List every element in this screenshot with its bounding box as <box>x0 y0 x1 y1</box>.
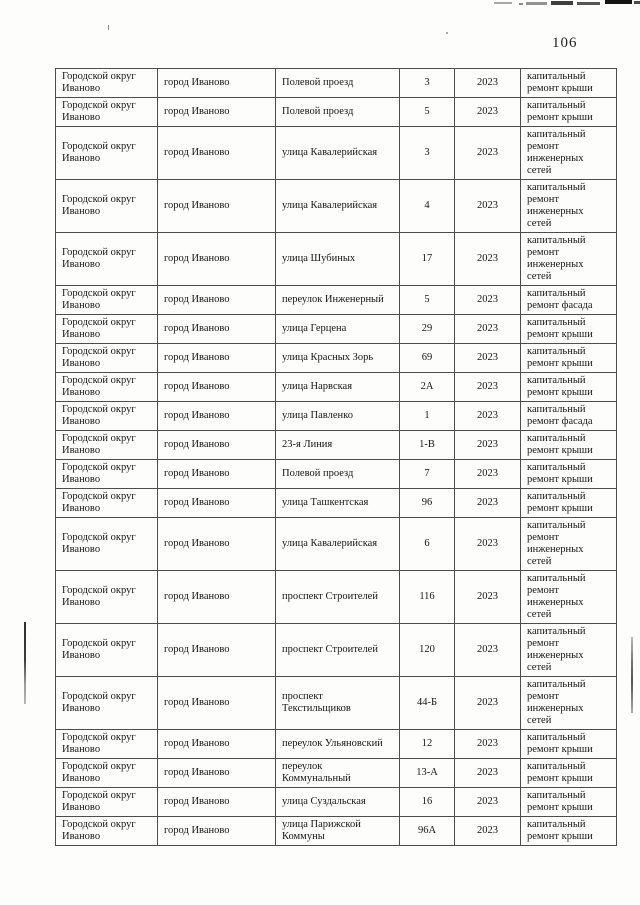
cell-street: Полевой проезд <box>276 98 400 127</box>
cell-street: проспект Текстильщиков <box>276 677 400 730</box>
table-row <box>56 460 617 489</box>
cell-city: город Иваново <box>158 344 276 373</box>
scan-artifact-top-line <box>605 0 632 4</box>
cell-district: Городской округ Иваново <box>56 817 158 846</box>
table-row <box>56 180 617 233</box>
cell-house-number: 7 <box>400 460 455 489</box>
cell-city: город Иваново <box>158 286 276 315</box>
cell-house-number: 5 <box>400 98 455 127</box>
cell-street: проспект Строителей <box>276 571 400 624</box>
cell-year: 2023 <box>455 460 521 489</box>
cell-year: 2023 <box>455 730 521 759</box>
cell-year: 2023 <box>455 315 521 344</box>
cell-work-type: капитальный ремонт инженерных сетей <box>521 677 617 730</box>
cell-house-number: 96А <box>400 817 455 846</box>
cell-district: Городской округ Иваново <box>56 69 158 98</box>
cell-year: 2023 <box>455 788 521 817</box>
cell-work-type: капитальный ремонт крыши <box>521 460 617 489</box>
cell-street: улица Ташкентская <box>276 489 400 518</box>
cell-house-number: 13-А <box>400 759 455 788</box>
cell-year: 2023 <box>455 677 521 730</box>
table-row <box>56 402 617 431</box>
cell-house-number: 120 <box>400 624 455 677</box>
cell-street: улица Парижской Коммуны <box>276 817 400 846</box>
cell-year: 2023 <box>455 624 521 677</box>
cell-district: Городской округ Иваново <box>56 98 158 127</box>
cell-street: переулок Ульяновский <box>276 730 400 759</box>
table-row <box>56 677 617 730</box>
cell-work-type: капитальный ремонт инженерных сетей <box>521 624 617 677</box>
cell-city: город Иваново <box>158 571 276 624</box>
cell-district: Городской округ Иваново <box>56 180 158 233</box>
cell-house-number: 3 <box>400 127 455 180</box>
table-row <box>56 489 617 518</box>
cell-house-number: 2А <box>400 373 455 402</box>
cell-house-number: 29 <box>400 315 455 344</box>
cell-street: улица Красных Зорь <box>276 344 400 373</box>
cell-house-number: 44-Б <box>400 677 455 730</box>
cell-work-type: капитальный ремонт фасада <box>521 286 617 315</box>
table-row <box>56 817 617 846</box>
cell-street: Полевой проезд <box>276 460 400 489</box>
cell-district: Городской округ Иваново <box>56 286 158 315</box>
scan-artifact-left-margin-line <box>24 622 26 704</box>
cell-work-type: капитальный ремонт фасада <box>521 402 617 431</box>
cell-year: 2023 <box>455 489 521 518</box>
table-row <box>56 759 617 788</box>
cell-work-type: капитальный ремонт инженерных сетей <box>521 180 617 233</box>
cell-street: улица Герцена <box>276 315 400 344</box>
cell-work-type: капитальный ремонт крыши <box>521 759 617 788</box>
cell-house-number: 3 <box>400 69 455 98</box>
cell-house-number: 1-В <box>400 431 455 460</box>
scan-artifact-top-line <box>526 2 547 5</box>
cell-street: переулок Коммунальный <box>276 759 400 788</box>
scan-artifact-top-line <box>551 1 573 5</box>
table-row <box>56 98 617 127</box>
cell-year: 2023 <box>455 98 521 127</box>
cell-house-number: 12 <box>400 730 455 759</box>
cell-district: Городской округ Иваново <box>56 571 158 624</box>
cell-year: 2023 <box>455 344 521 373</box>
table-row <box>56 373 617 402</box>
cell-city: город Иваново <box>158 677 276 730</box>
cell-district: Городской округ Иваново <box>56 460 158 489</box>
cell-street: улица Нарвская <box>276 373 400 402</box>
cell-work-type: капитальный ремонт крыши <box>521 730 617 759</box>
cell-work-type: капитальный ремонт крыши <box>521 69 617 98</box>
table-body <box>56 69 617 846</box>
table-row <box>56 788 617 817</box>
cell-city: город Иваново <box>158 373 276 402</box>
cell-district: Городской округ Иваново <box>56 677 158 730</box>
cell-city: город Иваново <box>158 180 276 233</box>
cell-city: город Иваново <box>158 127 276 180</box>
cell-house-number: 17 <box>400 233 455 286</box>
scan-artifact-speck <box>446 32 448 34</box>
cell-work-type: капитальный ремонт крыши <box>521 373 617 402</box>
cell-year: 2023 <box>455 817 521 846</box>
cell-street: улица Шубиных <box>276 233 400 286</box>
cell-district: Городской округ Иваново <box>56 431 158 460</box>
table-row <box>56 518 617 571</box>
cell-work-type: капитальный ремонт крыши <box>521 315 617 344</box>
cell-district: Городской округ Иваново <box>56 344 158 373</box>
table-row <box>56 69 617 98</box>
cell-district: Городской округ Иваново <box>56 788 158 817</box>
table-row <box>56 730 617 759</box>
table-row <box>56 571 617 624</box>
scan-artifact-top-line <box>634 1 640 4</box>
cell-district: Городской округ Иваново <box>56 624 158 677</box>
cell-city: город Иваново <box>158 788 276 817</box>
cell-house-number: 6 <box>400 518 455 571</box>
cell-year: 2023 <box>455 431 521 460</box>
cell-work-type: капитальный ремонт крыши <box>521 817 617 846</box>
cell-city: город Иваново <box>158 817 276 846</box>
cell-street: улица Суздальская <box>276 788 400 817</box>
cell-street: переулок Инженерный <box>276 286 400 315</box>
cell-city: город Иваново <box>158 460 276 489</box>
cell-work-type: капитальный ремонт крыши <box>521 489 617 518</box>
cell-street: проспект Строителей <box>276 624 400 677</box>
scan-artifact-top-line <box>577 2 600 5</box>
cell-work-type: капитальный ремонт крыши <box>521 98 617 127</box>
scan-artifact-right-margin-line <box>631 637 633 713</box>
table-row <box>56 344 617 373</box>
table-row <box>56 315 617 344</box>
cell-district: Городской округ Иваново <box>56 315 158 344</box>
cell-work-type: капитальный ремонт крыши <box>521 788 617 817</box>
cell-city: город Иваново <box>158 402 276 431</box>
cell-district: Городской округ Иваново <box>56 233 158 286</box>
table-row <box>56 624 617 677</box>
cell-street: 23-я Линия <box>276 431 400 460</box>
scan-artifact-top-line <box>519 3 523 5</box>
cell-house-number: 16 <box>400 788 455 817</box>
cell-house-number: 5 <box>400 286 455 315</box>
cell-city: город Иваново <box>158 518 276 571</box>
cell-district: Городской округ Иваново <box>56 518 158 571</box>
table-row <box>56 431 617 460</box>
cell-year: 2023 <box>455 402 521 431</box>
cell-city: город Иваново <box>158 624 276 677</box>
cell-city: город Иваново <box>158 730 276 759</box>
scan-artifact-top-line <box>494 2 512 4</box>
cell-district: Городской округ Иваново <box>56 402 158 431</box>
cell-house-number: 116 <box>400 571 455 624</box>
cell-work-type: капитальный ремонт крыши <box>521 431 617 460</box>
cell-street: улица Павленко <box>276 402 400 431</box>
cell-year: 2023 <box>455 518 521 571</box>
cell-year: 2023 <box>455 759 521 788</box>
cell-city: город Иваново <box>158 489 276 518</box>
cell-street: улица Кавалерийская <box>276 127 400 180</box>
cell-city: город Иваново <box>158 98 276 127</box>
repair-works-table <box>55 68 617 846</box>
cell-year: 2023 <box>455 233 521 286</box>
cell-year: 2023 <box>455 69 521 98</box>
cell-city: город Иваново <box>158 315 276 344</box>
cell-street: улица Кавалерийская <box>276 518 400 571</box>
cell-work-type: капитальный ремонт инженерных сетей <box>521 518 617 571</box>
cell-year: 2023 <box>455 571 521 624</box>
cell-city: город Иваново <box>158 431 276 460</box>
cell-year: 2023 <box>455 127 521 180</box>
table-row <box>56 286 617 315</box>
cell-street: улица Кавалерийская <box>276 180 400 233</box>
cell-house-number: 1 <box>400 402 455 431</box>
cell-district: Городской округ Иваново <box>56 127 158 180</box>
cell-district: Городской округ Иваново <box>56 759 158 788</box>
cell-house-number: 4 <box>400 180 455 233</box>
cell-year: 2023 <box>455 286 521 315</box>
cell-city: город Иваново <box>158 759 276 788</box>
cell-city: город Иваново <box>158 233 276 286</box>
cell-district: Городской округ Иваново <box>56 373 158 402</box>
scan-artifact-speck <box>108 25 109 30</box>
cell-work-type: капитальный ремонт инженерных сетей <box>521 127 617 180</box>
cell-year: 2023 <box>455 180 521 233</box>
table-row <box>56 233 617 286</box>
cell-year: 2023 <box>455 373 521 402</box>
cell-work-type: капитальный ремонт инженерных сетей <box>521 571 617 624</box>
cell-district: Городской округ Иваново <box>56 730 158 759</box>
cell-house-number: 96 <box>400 489 455 518</box>
table-row <box>56 127 617 180</box>
cell-work-type: капитальный ремонт крыши <box>521 344 617 373</box>
cell-house-number: 69 <box>400 344 455 373</box>
cell-work-type: капитальный ремонт инженерных сетей <box>521 233 617 286</box>
cell-district: Городской округ Иваново <box>56 489 158 518</box>
cell-city: город Иваново <box>158 69 276 98</box>
cell-street: Полевой проезд <box>276 69 400 98</box>
page-number: 106 <box>552 35 578 51</box>
